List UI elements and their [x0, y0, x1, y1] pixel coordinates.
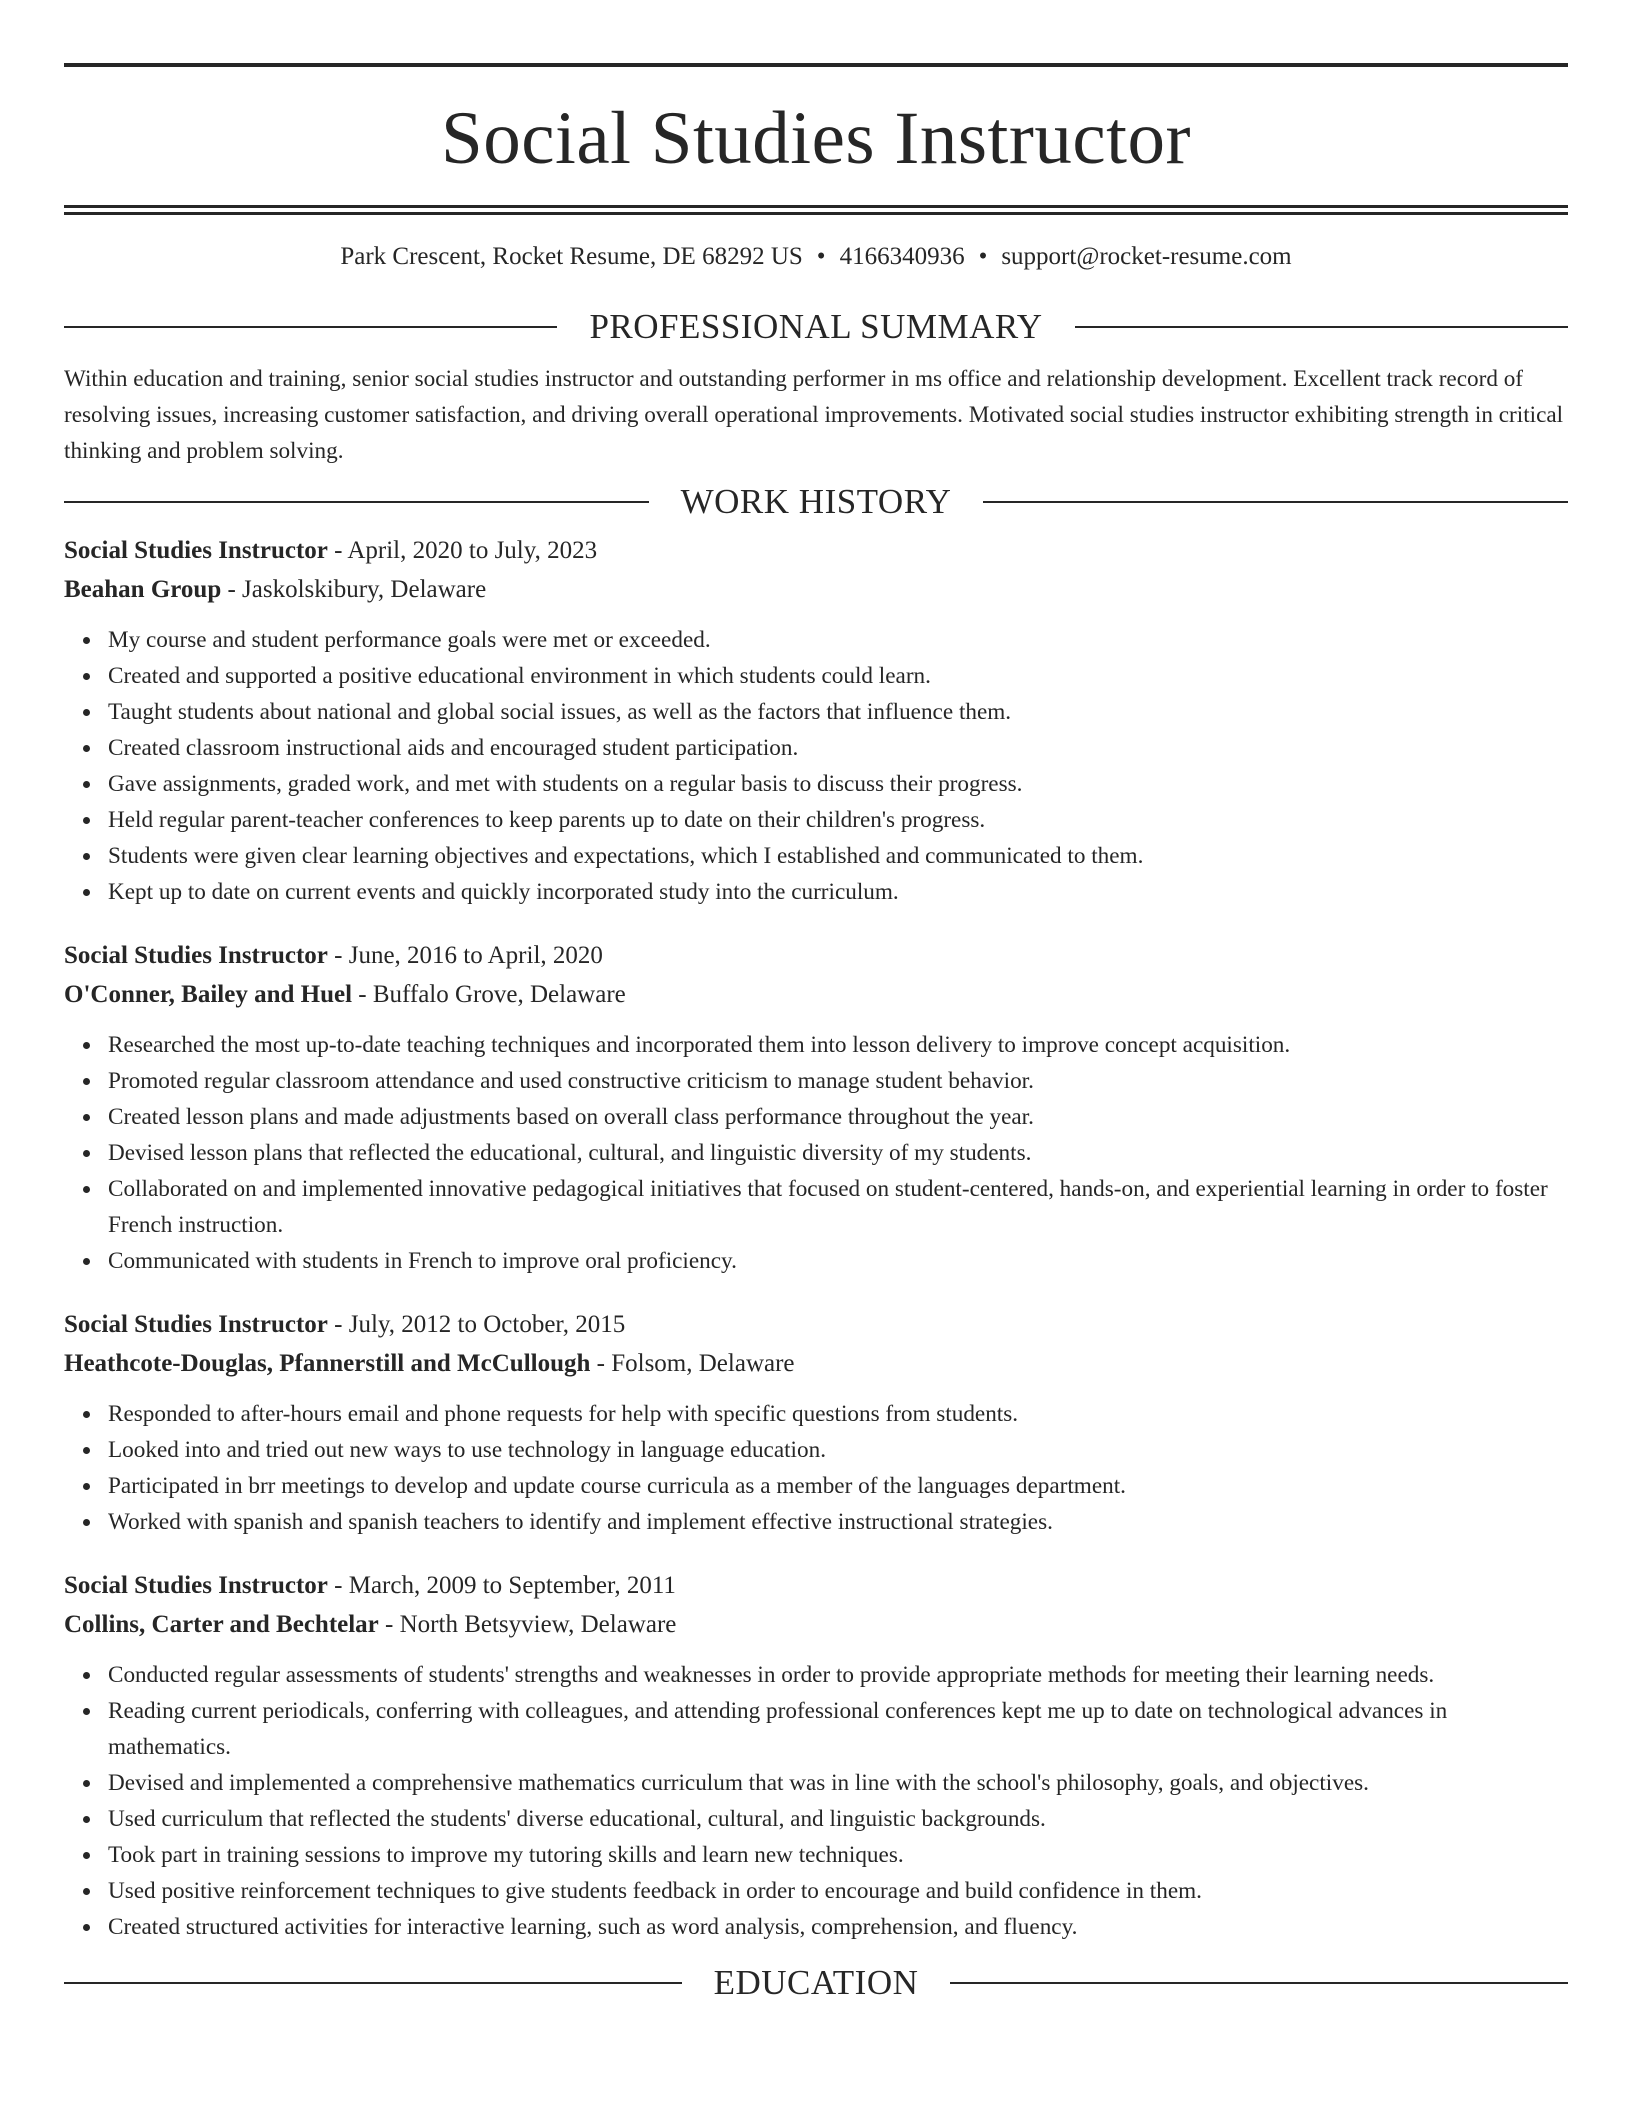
job-dates: - July, 2012 to October, 2015: [327, 1311, 626, 1338]
list-item: Promoted regular classroom attendance and used constructive criticism to manage student behavior.: [64, 1063, 1568, 1099]
job-company-line: [64, 1344, 1568, 1383]
job-title: Social Studies Instructor: [64, 942, 328, 969]
section-title: WORK HISTORY: [680, 482, 952, 521]
list-item: My course and student performance goals were met or exceeded.: [64, 622, 1568, 658]
heading-rule-left: [64, 1982, 682, 1984]
job-bullets: [64, 1396, 1568, 1540]
job-bullets: [64, 1657, 1568, 1945]
job-location: - Folsom, Delaware: [590, 1350, 795, 1377]
list-item: Responded to after-hours email and phone requests for help with specific questions from students.: [64, 1396, 1568, 1432]
list-item: Gave assignments, graded work, and met with students on a regular basis to discuss their progress.: [64, 766, 1568, 802]
list-item: Created lesson plans and made adjustments based on overall class performance throughout the year.: [64, 1099, 1568, 1135]
list-item: Used curriculum that reflected the students' diverse educational, cultural, and linguistic backgrounds.: [64, 1801, 1568, 1837]
section-heading-summary: [64, 309, 1568, 344]
list-item: Devised and implemented a comprehensive mathematics curriculum that was in line with the school's philosophy, goals, and objectives.: [64, 1765, 1568, 1801]
heading-rule-right: [950, 1982, 1568, 1984]
job-company: Collins, Carter and Bechtelar: [64, 1611, 379, 1638]
job-dates: - March, 2009 to September, 2011: [327, 1572, 676, 1599]
list-item: Reading current periodicals, conferring with colleagues, and attending professional conferences kept me up to date on technological advances in mathematics.: [64, 1693, 1568, 1765]
list-item: Took part in training sessions to improve my tutoring skills and learn new techniques.: [64, 1837, 1568, 1873]
job-location: - North Betsyview, Delaware: [378, 1611, 677, 1638]
resume-page: [64, 0, 1568, 2000]
job-dates: - April, 2020 to July, 2023: [327, 537, 598, 564]
job-bullets: [64, 1027, 1568, 1279]
job-bullets: [64, 622, 1568, 910]
heading-rule-left: [64, 326, 557, 328]
heading-rule-right: [1075, 326, 1568, 328]
list-item: Collaborated on and implemented innovative pedagogical initiatives that focused on student-centered, hands-on, and experiential learning in order to foster French instruction.: [64, 1171, 1568, 1243]
list-item: Created and supported a positive educational environment in which students could learn.: [64, 658, 1568, 694]
job-entry: [64, 936, 1568, 1279]
job-entry: [64, 531, 1568, 910]
heading-rule-right: [983, 501, 1568, 503]
list-item: Researched the most up-to-date teaching techniques and incorporated them into lesson delivery to improve concept acquisition.: [64, 1027, 1568, 1063]
contact-email: support@rocket-resume.com: [1001, 243, 1292, 270]
job-location: - Jaskolskibury, Delaware: [221, 576, 487, 603]
section-title: EDUCATION: [713, 1963, 919, 2002]
job-title-line: [64, 531, 1568, 570]
job-entry: [64, 1566, 1568, 1945]
job-company: Beahan Group: [64, 576, 222, 603]
list-item: Students were given clear learning objectives and expectations, which I established and communicated to them.: [64, 838, 1568, 874]
job-company: Heathcote-Douglas, Pfannerstill and McCullough: [64, 1350, 591, 1377]
list-item: Communicated with students in French to improve oral proficiency.: [64, 1243, 1568, 1279]
contact-phone: 4166340936: [839, 243, 965, 270]
section-title: PROFESSIONAL SUMMARY: [589, 307, 1043, 346]
section-heading-education: [64, 1965, 1568, 2000]
list-item: Kept up to date on current events and quickly incorporated study into the curriculum.: [64, 874, 1568, 910]
job-title-line: [64, 1566, 1568, 1605]
job-title: Social Studies Instructor: [64, 1572, 328, 1599]
contact-separator: •: [978, 243, 988, 270]
top-rule: [64, 63, 1568, 67]
job-title-line: [64, 936, 1568, 975]
job-company-line: [64, 1605, 1568, 1644]
list-item: Participated in brr meetings to develop and update course curricula as a member of the languages department.: [64, 1468, 1568, 1504]
list-item: Used positive reinforcement techniques to give students feedback in order to encourage and build confidence in them.: [64, 1873, 1568, 1909]
job-title: Social Studies Instructor: [64, 1311, 328, 1338]
list-item: Created structured activities for interactive learning, such as word analysis, comprehension, and fluency.: [64, 1909, 1568, 1945]
job-entry: [64, 1305, 1568, 1540]
contact-line: [64, 242, 1568, 272]
contact-address: Park Crescent, Rocket Resume, DE 68292 US: [340, 243, 803, 270]
heading-rule-left: [64, 501, 649, 503]
list-item: Created classroom instructional aids and encouraged student participation.: [64, 730, 1568, 766]
title-double-rule: [64, 205, 1568, 215]
job-company-line: [64, 975, 1568, 1014]
list-item: Conducted regular assessments of students' strengths and weaknesses in order to provide appropriate methods for meeting their learning needs.: [64, 1657, 1568, 1693]
contact-separator: •: [816, 243, 826, 270]
section-heading-work-history: [64, 484, 1568, 519]
job-title: Social Studies Instructor: [64, 537, 328, 564]
job-dates: - June, 2016 to April, 2020: [327, 942, 603, 969]
job-location: - Buffalo Grove, Delaware: [352, 981, 626, 1008]
list-item: Worked with spanish and spanish teachers to identify and implement effective instructional strategies.: [64, 1504, 1568, 1540]
list-item: Devised lesson plans that reflected the educational, cultural, and linguistic diversity of my students.: [64, 1135, 1568, 1171]
summary-text: Within education and training, senior social studies instructor and outstanding performer in ms office and relationship development. Excellent track record of resolving issues, increasing customer satisfaction, and driving overall operational improvements. Motivated social studies instructor exhibiting strength in critical thinking and problem solving.: [64, 366, 1564, 464]
list-item: Looked into and tried out new ways to use technology in language education.: [64, 1432, 1568, 1468]
list-item: Taught students about national and global social issues, as well as the factors that influence them.: [64, 694, 1568, 730]
job-title-line: [64, 1305, 1568, 1344]
resume-title: Social Studies Instructor: [441, 97, 1191, 180]
list-item: Held regular parent-teacher conferences to keep parents up to date on their children's progress.: [64, 802, 1568, 838]
job-company-line: [64, 570, 1568, 609]
job-company: O'Conner, Bailey and Huel: [64, 981, 353, 1008]
